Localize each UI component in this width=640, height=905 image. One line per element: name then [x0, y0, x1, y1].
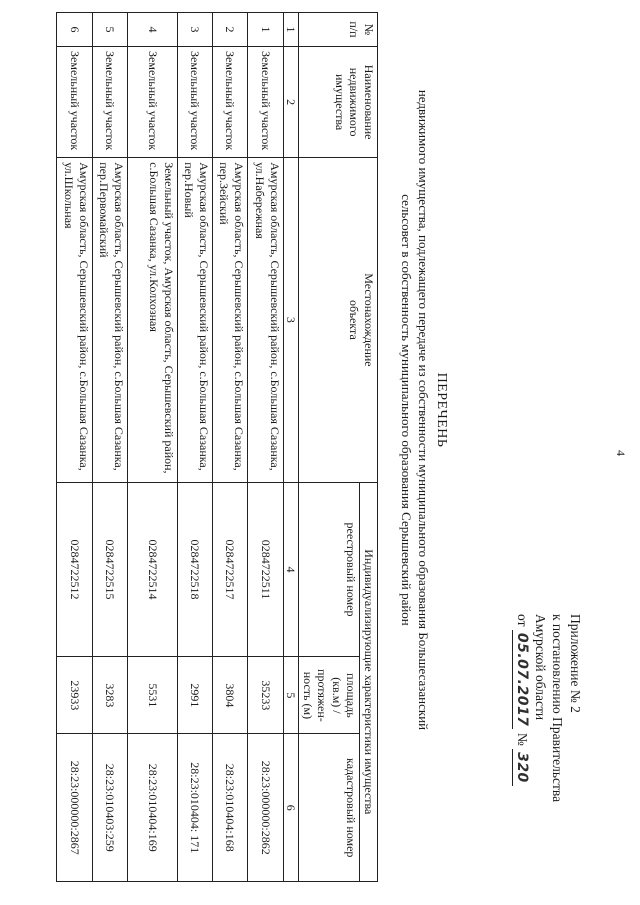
title-heading: ПЕРЕЧЕНЬ	[434, 372, 449, 448]
row-cadastral: 28:23:010404: 171	[178, 734, 213, 882]
row-area: 3804	[213, 657, 248, 734]
header-area: площадь (кв.м) / протяжен- ность (м)	[299, 657, 360, 734]
row-location: Земельный участок, Амурская область, Серышевский район, с.Большая Сазанка, ул.Колхозная	[128, 158, 178, 482]
header-location: Местонахождение объекта	[299, 158, 378, 482]
row-name: Земельный участок	[57, 47, 93, 158]
column-number: 5	[284, 657, 300, 734]
row-num: 6	[57, 13, 93, 47]
row-location: Амурская область, Серышевский район, с.Большая Сазанка, пер.Зейский	[213, 158, 248, 482]
header-name: Наименование недвижимого имущества	[299, 47, 378, 158]
title-line-2: сельсовет в собственность муниципального образования Серышевский район	[399, 194, 414, 626]
column-number: 1	[284, 13, 300, 47]
row-name: Земельный участок	[128, 47, 178, 158]
row-cadastral: 28:23:010403:259	[93, 734, 128, 882]
column-number: 3	[284, 158, 300, 482]
row-name: Земельный участок	[213, 47, 248, 158]
handwritten-date: 05.07.2017	[512, 630, 531, 730]
header-cadastral: кадастровый номер	[299, 734, 360, 882]
property-table	[56, 12, 378, 882]
row-registry: 0284722512	[57, 482, 93, 657]
row-area: 35233	[248, 657, 284, 734]
row-num: 3	[178, 13, 213, 47]
row-location: Амурская область, Серышевский район, с.Большая Сазанка, ул.Набережная	[248, 158, 284, 482]
date-prefix: от	[515, 614, 531, 627]
appendix-date-line	[512, 614, 532, 854]
row-location: Амурская область, Серышевский район, с.Большая Сазанка, пер.Новый	[178, 158, 213, 482]
document-title	[398, 60, 450, 760]
header-characteristics: Индивидуализирующие характеристики имущества	[360, 482, 378, 881]
column-number: 6	[284, 734, 300, 882]
title-line-1: недвижимого имущества, подлежащего передаче из собственности муниципального образования Большесазанский	[416, 89, 431, 731]
row-registry: 0284722511	[248, 482, 284, 657]
table-row	[93, 13, 128, 882]
table-row	[128, 13, 178, 882]
row-cadastral: 28:23:000000:2867	[57, 734, 93, 882]
row-area: 2991	[178, 657, 213, 734]
row-cadastral: 28:23:000000:2862	[248, 734, 284, 882]
table-row	[213, 13, 248, 882]
row-num: 2	[213, 13, 248, 47]
row-name: Земельный участок	[93, 47, 128, 158]
row-cadastral: 28:23:010404:168	[213, 734, 248, 882]
row-registry: 0284722515	[93, 482, 128, 657]
appendix-block	[512, 614, 584, 854]
row-registry: 0284722518	[178, 482, 213, 657]
table-header-row	[360, 13, 378, 882]
row-cadastral: 28:23:010404:169	[128, 734, 178, 882]
row-registry: 0284722517	[213, 482, 248, 657]
appendix-title: Приложение № 2	[568, 614, 583, 713]
row-location: Амурская область, Серышевский район, с.Большая Сазанка, ул.Школьная	[57, 158, 93, 482]
column-number-row	[284, 13, 300, 882]
row-num: 4	[128, 13, 178, 47]
table-row	[248, 13, 284, 882]
row-area: 5531	[128, 657, 178, 734]
appendix-region-line: Амурской области	[533, 614, 548, 721]
row-num: 5	[93, 13, 128, 47]
row-name: Земельный участок	[248, 47, 284, 158]
row-area: 23933	[57, 657, 93, 734]
table-row	[57, 13, 93, 882]
appendix-resolution-line: к постановлению Правительства	[550, 614, 566, 803]
column-number: 4	[284, 482, 300, 657]
row-location: Амурская область, Серышевский район, с.Большая Сазанка, пер.Первомайский	[93, 158, 128, 482]
number-sign: №	[515, 732, 531, 746]
table-row	[178, 13, 213, 882]
header-registry: реестровый номер	[299, 482, 360, 657]
handwritten-number: 320	[512, 749, 531, 786]
row-num: 1	[248, 13, 284, 47]
header-num: № п/п	[299, 13, 378, 47]
row-registry: 0284722514	[128, 482, 178, 657]
row-name: Земельный участок	[178, 47, 213, 158]
page-number: 4	[614, 450, 628, 456]
column-number: 2	[284, 47, 300, 158]
row-area: 3283	[93, 657, 128, 734]
